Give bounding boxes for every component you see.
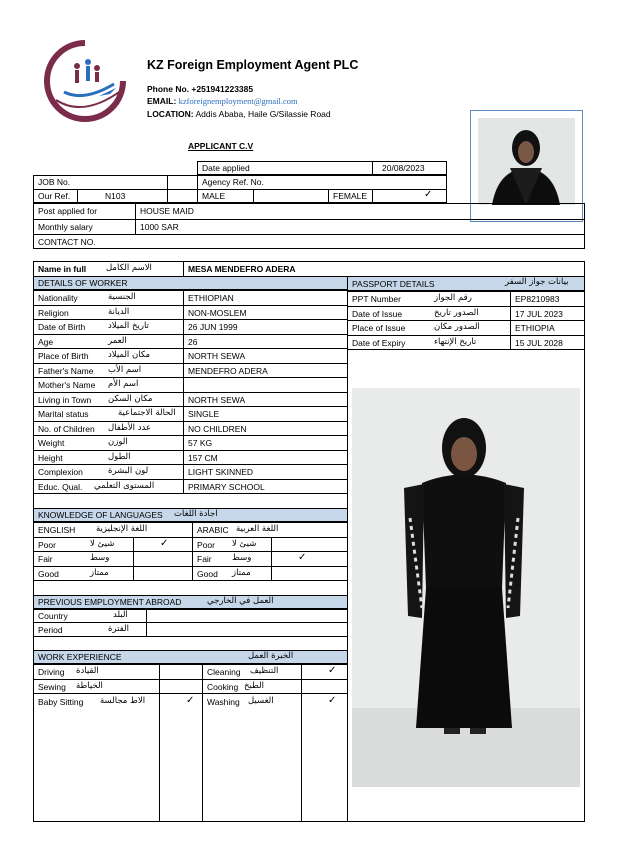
worker-label-ar: مكان الميلاد	[108, 350, 151, 360]
worker-label: Father's Name	[38, 366, 94, 376]
worker-label: Age	[38, 337, 54, 347]
english-label-ar: اللغة الإنجليزية	[96, 524, 148, 534]
english-level-label: Fair	[38, 554, 53, 564]
worker-label: Religion	[38, 308, 69, 318]
cooking-label-ar: الطبخ	[244, 681, 264, 691]
date-applied-value: 20/08/2023	[382, 163, 425, 173]
worker-label: Complexion	[38, 467, 83, 477]
worker-value: SINGLE	[188, 409, 220, 419]
cleaning-label-ar: التنظيف	[250, 666, 279, 676]
worker-label: Mother's Name	[38, 380, 96, 390]
sewing-label: Sewing	[38, 682, 66, 692]
worker-label: Date of Birth	[38, 322, 86, 332]
worker-label-ar: اسم الأب	[108, 365, 142, 375]
worker-value: NO CHILDREN	[188, 424, 247, 434]
period-label-ar: الفترة	[108, 624, 129, 634]
period-label: Period	[38, 625, 63, 635]
country-label: Country	[38, 611, 68, 621]
arabic-level-label-ar: وسط	[232, 553, 252, 563]
our-ref-value: N103	[105, 191, 126, 201]
name-label-ar: الاسم الكامل	[106, 263, 152, 273]
worker-label: Marital status	[38, 409, 89, 419]
driving-label: Driving	[38, 667, 65, 677]
worker-label-ar: تاريخ الميلاد	[108, 321, 149, 331]
salary-label: Monthly salary	[38, 222, 93, 232]
phone-label: Phone No.	[147, 84, 190, 94]
worker-value: 26	[188, 337, 198, 347]
arabic-level-label: Poor	[197, 540, 215, 550]
previous-header-ar: العمل في الخارجي	[207, 596, 274, 606]
previous-header-label: PREVIOUS EMPLOYMENT ABROAD	[38, 597, 182, 607]
worker-label-ar: الطول	[108, 452, 131, 462]
worker-header-label: DETAILS OF WORKER	[38, 278, 128, 288]
worker-value: 57 KG	[188, 438, 213, 448]
passport-label: PPT Number	[352, 294, 401, 304]
worker-value: 26 JUN 1999	[188, 322, 238, 332]
languages-header-label: KNOWLEDGE OF LANGUAGES	[38, 510, 163, 520]
worker-label: Nationality	[38, 293, 78, 303]
worker-label-ar: مكان السكن	[108, 394, 153, 404]
english-level-label-ar: وسط	[90, 553, 110, 563]
cooking-label: Cooking	[207, 682, 239, 692]
date-applied-label: Date applied	[202, 163, 250, 173]
female-check: ✓	[424, 189, 433, 200]
baby-check: ✓	[186, 695, 195, 706]
passport-value: EP8210983	[515, 294, 560, 304]
salary-value: 1000 SAR	[140, 222, 179, 232]
arabic-level-label-ar: شيئ لا	[232, 539, 257, 549]
applicant-photo-full	[352, 388, 580, 787]
company-logo	[44, 40, 126, 122]
worker-label: Place of Birth	[38, 351, 89, 361]
arabic-level-label: Fair	[197, 554, 212, 564]
english-level-label: Good	[38, 569, 59, 579]
passport-header-ar: بيانات جواز السفر	[505, 277, 569, 287]
arabic-label-ar: اللغة العربية	[236, 524, 279, 534]
worker-value: NORTH SEWA	[188, 395, 246, 405]
passport-label: Date of Issue	[352, 309, 403, 319]
arabic-label: ARABIC	[197, 525, 229, 535]
male-label: MALE	[202, 191, 226, 201]
passport-value: ETHIOPIA	[515, 323, 555, 333]
worker-value: ETHIOPIAN	[188, 293, 234, 303]
arabic-level-label-ar: ممتاز	[232, 568, 251, 578]
worker-label: Height	[38, 453, 63, 463]
worker-label-ar: العمر	[108, 336, 127, 346]
english-level-label-ar: ممتاز	[90, 568, 109, 578]
agency-ref-label: Agency Ref. No.	[202, 177, 264, 187]
worker-label: Living in Town	[38, 395, 92, 405]
phone-value: +251941223385	[191, 84, 254, 94]
previous-table	[33, 609, 348, 637]
english-level-label: Poor	[38, 540, 56, 550]
worker-label-ar: عدد الأطفال	[108, 423, 152, 433]
passport-label-ar: تاريخ الإنتهاء	[434, 337, 477, 347]
worker-label-ar: الوزن	[108, 437, 128, 447]
cleaning-label: Cleaning	[207, 667, 241, 677]
worker-value: PRIMARY SCHOOL	[188, 482, 265, 492]
phone-line	[147, 85, 253, 94]
email-link[interactable]: kzforeignemployment@gmail.com	[178, 96, 298, 106]
worker-label-ar: الحالة الاجتماعية	[118, 408, 176, 418]
location-line	[147, 110, 331, 119]
worker-label-ar: الديانة	[108, 307, 130, 317]
worker-label-ar: الجنسية	[108, 292, 136, 302]
arabic-level-label: Good	[197, 569, 218, 579]
passport-label: Date of Expiry	[352, 338, 406, 348]
email-line	[147, 97, 298, 106]
passport-value: 17 JUL 2023	[515, 309, 563, 319]
worker-value: LIGHT SKINNED	[188, 467, 254, 477]
worker-label: Educ. Qual.	[38, 482, 83, 492]
washing-label: Washing	[207, 697, 240, 707]
baby-label: Baby Sitting	[38, 697, 84, 707]
female-label: FEMALE	[333, 191, 368, 201]
worker-label-ar: اسم الأم	[108, 379, 139, 389]
worker-value: NORTH SEWA	[188, 351, 246, 361]
worker-value: 157 CM	[188, 453, 218, 463]
passport-label-ar: رقم الجواز	[434, 293, 472, 303]
driving-label-ar: القيادة	[76, 666, 99, 676]
location-value: Addis Ababa, Haile G/Silassie Road	[195, 109, 331, 119]
location-label: LOCATION:	[147, 109, 194, 119]
english-poor-check: ✓	[160, 538, 169, 549]
name-label: Name in full	[38, 264, 87, 274]
passport-label: Place of Issue	[352, 323, 406, 333]
english-level-label-ar: شيئ لا	[90, 539, 115, 549]
job-no-label: JOB No.	[38, 177, 71, 187]
washing-label-ar: الغسيل	[248, 696, 274, 706]
worker-label: Weight	[38, 438, 65, 448]
company-name: KZ Foreign Employment Agent PLC	[147, 58, 359, 72]
experience-header-ar: الخبرة العمل	[248, 651, 294, 661]
worker-value: NON-MOSLEM	[188, 308, 247, 318]
worker-label-ar: المستوى التعلمي	[94, 481, 155, 491]
english-label: ENGLISH	[38, 525, 76, 535]
worker-label-ar: لون البشرة	[108, 466, 149, 476]
languages-header-ar: اجادة اللغات	[174, 509, 218, 519]
post-value: HOUSE MAID	[140, 206, 194, 216]
passport-value: 15 JUL 2028	[515, 338, 563, 348]
post-table	[33, 203, 585, 249]
contact-label: CONTACT NO.	[38, 237, 96, 247]
page-title: APPLICANT C.V	[188, 141, 254, 151]
worker-label: No. of Children	[38, 424, 95, 434]
email-label: EMAIL:	[147, 96, 177, 106]
passport-header-label: PASSPORT DETAILS	[352, 279, 435, 289]
arabic-fair-check: ✓	[298, 552, 307, 563]
post-label: Post applied for	[38, 206, 98, 216]
our-ref-label: Our Ref.	[38, 191, 71, 201]
washing-check: ✓	[328, 695, 337, 706]
worker-value: MENDEFRO ADERA	[188, 366, 268, 376]
baby-label-ar: الاط مجالسة	[100, 696, 146, 706]
sewing-label-ar: الخياطة	[76, 681, 103, 691]
country-label-ar: البلد	[113, 610, 128, 620]
cleaning-check: ✓	[328, 665, 337, 676]
passport-label-ar: الصدور مكان	[434, 322, 480, 332]
passport-label-ar: الصدور تاريخ	[434, 308, 479, 318]
experience-header-label: WORK EXPERIENCE	[38, 652, 122, 662]
name-value: MESA MENDEFRO ADERA	[188, 264, 296, 274]
